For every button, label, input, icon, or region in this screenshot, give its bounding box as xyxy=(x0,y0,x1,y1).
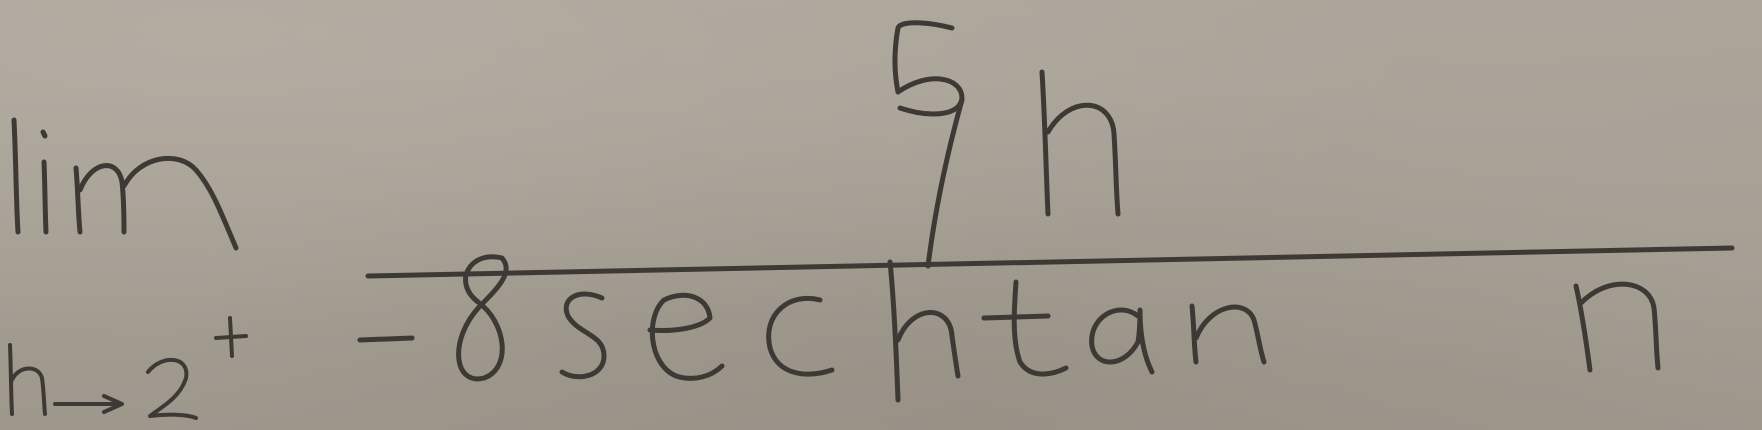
numerator-5h xyxy=(895,23,1118,266)
denominator xyxy=(360,257,1658,400)
fraction-bar xyxy=(368,248,1732,276)
lim-operator xyxy=(14,120,236,248)
lim-subscript xyxy=(10,318,246,418)
